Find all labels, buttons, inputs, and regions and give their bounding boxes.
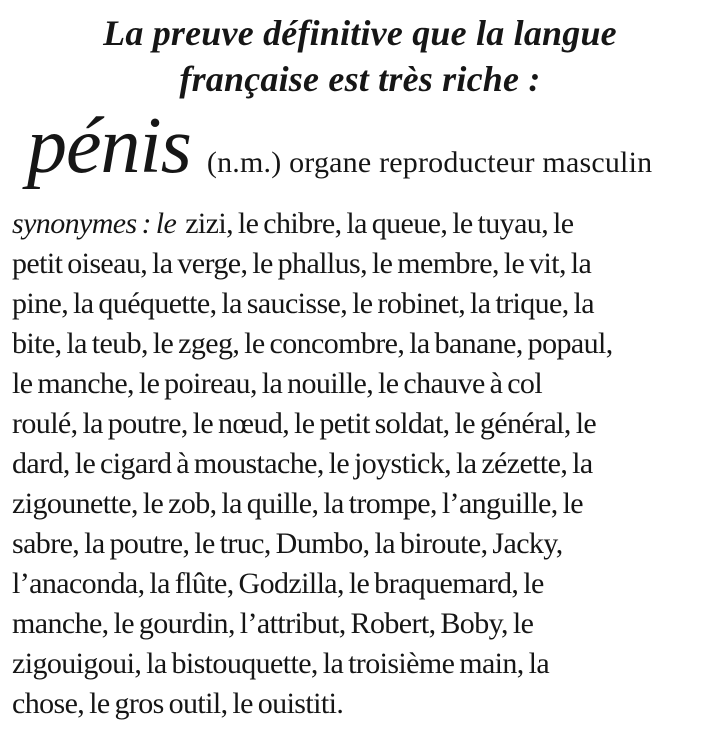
synonyms-line: dard, le cigard à moustache, le joystick, la zézette, la (12, 446, 593, 480)
synonyms-line: bite, la teub, le zgeg, le concombre, la banane, popaul, (12, 326, 613, 360)
synonyms-line: pine, la quéquette, la saucisse, le robinet, la trique, la (12, 286, 594, 320)
page-title (0, 0, 720, 102)
synonyms-line: zigounette, le zob, la quille, la trompe, l’anguille, le (12, 486, 584, 520)
synonyms-label: synonymes : le (12, 206, 177, 240)
synonyms-line: roulé, la poutre, le nœud, le petit soldat, le général, le (12, 406, 597, 440)
title-line-2: française est très riche : (179, 59, 541, 99)
title-line-1: La preuve définitive que la langue (103, 13, 617, 53)
dictionary-entry-header (0, 102, 720, 192)
synonyms-line: sabre, la poutre, le truc, Dumbo, la biroute, Jacky, (12, 526, 563, 560)
synonyms-line: l’anaconda, la flûte, Godzilla, le braquemard, le (12, 566, 544, 600)
synonyms-line: chose, le gros outil, le ouistiti. (12, 686, 344, 720)
synonyms-line: le manche, le poireau, la nouille, le chauve à col (12, 366, 543, 400)
synonyms-line: zigouigoui, la bistouquette, la troisième main, la (12, 646, 550, 680)
synonyms-line: manche, le gourdin, l’attribut, Robert, Boby, le (12, 606, 534, 640)
synonyms-line: petit oiseau, la verge, le phallus, le membre, le vit, la (12, 246, 592, 280)
definition-text: (n.m.) organe reproducteur masculin (206, 146, 653, 179)
synonyms-line (12, 204, 708, 244)
synonyms-paragraph (0, 204, 720, 724)
synonyms-line-text: zizi, le chibre, la queue, le tuyau, le (185, 206, 574, 240)
headword: pénis (27, 102, 191, 190)
